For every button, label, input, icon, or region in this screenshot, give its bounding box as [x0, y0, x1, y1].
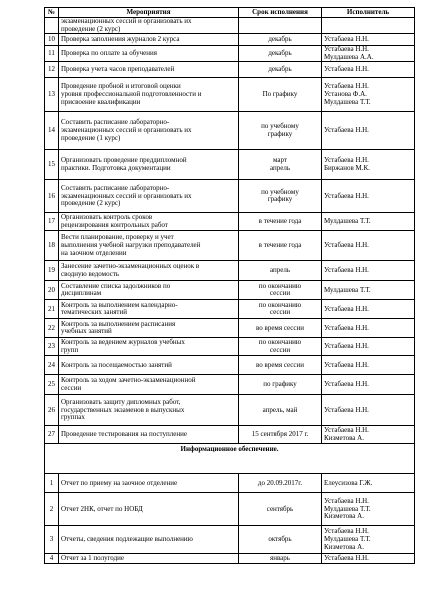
event-cell — [59, 356, 239, 375]
executor-cell-line: Мулдашева Т.Т. — [324, 535, 371, 544]
event-cell-line: Проведение тестирования на поступление — [61, 430, 187, 439]
term-cell — [239, 46, 322, 62]
term-cell-line: сессии — [269, 345, 291, 354]
event-cell — [59, 261, 239, 281]
executor-cell-line: Устабаева Н.Н. — [324, 426, 369, 435]
executor-cell — [322, 150, 415, 180]
executor-cell — [322, 395, 415, 426]
executor-cell-line: Устабаева Н.Н. — [324, 82, 369, 91]
term-cell — [239, 180, 322, 213]
term-cell — [239, 356, 322, 375]
term-cell — [239, 62, 322, 78]
row-number: 23 — [45, 338, 59, 356]
event-cell — [59, 180, 239, 213]
executor-cell-line: Устабаева Н.Н. — [324, 405, 369, 414]
term-cell — [239, 281, 322, 300]
executor-cell-line: Устабаева Н.Н. — [324, 304, 369, 313]
executor-cell-line: Устабаева Н.Н. — [324, 65, 369, 74]
term-cell-line: апрель — [269, 266, 291, 275]
term-cell-line: по окончанию — [258, 300, 302, 309]
executor-cell-line: Устабаева Н.Н. — [324, 156, 369, 165]
event-cell-line: Вести планирование, проверку и учет — [61, 233, 174, 242]
executor-cell-line: Устабаева Н.Н. — [324, 241, 369, 250]
executor-cell-line: Кизметова А. — [324, 542, 364, 551]
table-row — [45, 213, 415, 231]
term-cell-line: по учебному — [261, 122, 299, 131]
executor-cell — [322, 493, 415, 526]
executor-cell-line: Устабаева Н.Н. — [324, 323, 369, 332]
executor-cell — [322, 319, 415, 338]
row-number: 20 — [45, 281, 59, 300]
table-row — [45, 180, 415, 213]
row-number: 16 — [45, 180, 59, 213]
term-cell — [239, 34, 322, 46]
executor-cell-line: Устабаева Н.Н. — [324, 342, 369, 351]
event-cell — [59, 112, 239, 150]
event-cell-line: Контроль за ходом зачетно-экзаменационной — [61, 376, 196, 385]
executor-cell-line: Устабаева Н.Н. — [324, 380, 369, 389]
executor-cell — [322, 46, 415, 62]
term-cell — [239, 319, 322, 338]
row-number: 14 — [45, 112, 59, 150]
row-number: 13 — [45, 78, 59, 112]
term-cell-line: сессии — [269, 308, 291, 317]
table-row — [45, 300, 415, 319]
row-number: 2 — [45, 493, 59, 526]
executor-cell — [322, 554, 415, 564]
term-cell — [239, 150, 322, 180]
executor-cell — [322, 356, 415, 375]
term-cell-line: сентябрь — [266, 504, 294, 513]
executor-cell — [322, 180, 415, 213]
table-row — [45, 261, 415, 281]
event-cell-line: Контроль за ведением журналов учебных — [61, 338, 185, 347]
event-cell-line: Составить расписание лабораторно- — [61, 118, 170, 127]
event-cell — [59, 62, 239, 78]
executor-cell — [322, 78, 415, 112]
event-cell-line: сводную ведомость — [61, 269, 120, 278]
plan-table — [44, 7, 415, 564]
term-cell — [239, 474, 322, 493]
row-number: 15 — [45, 150, 59, 180]
term-cell — [239, 78, 322, 112]
term-cell — [239, 112, 322, 150]
term-cell-line: март — [273, 156, 287, 165]
section-title: Информационное обеспечение. — [45, 444, 415, 474]
term-cell — [239, 526, 322, 554]
executor-cell-line: Устабаева Н.Н. — [324, 34, 369, 43]
event-cell — [59, 493, 239, 526]
executor-cell-line: Мулдашева Т.Т. — [324, 504, 371, 513]
event-cell — [59, 300, 239, 319]
event-cell-line: Контроль за выполнением расписания — [61, 319, 176, 328]
term-cell-line: декабрь — [268, 34, 292, 43]
term-cell-line: По графику — [262, 90, 298, 99]
executor-cell — [322, 231, 415, 261]
event-cell-line: дисциплинам — [61, 289, 102, 298]
event-cell-line: Контроль за посещаемостью занятий — [61, 360, 172, 369]
term-cell — [239, 213, 322, 231]
term-cell-line: по окончанию — [258, 338, 302, 347]
event-cell-line: рецензирования контрольных работ — [61, 220, 168, 229]
term-cell-line: апрель, май — [262, 405, 298, 414]
event-cell — [59, 375, 239, 395]
term-cell-line: в течение года — [258, 217, 302, 226]
event-cell-line: Организовать защиту дипломных работ, — [61, 397, 181, 406]
row-number: 12 — [45, 62, 59, 78]
term-cell — [239, 493, 322, 526]
event-cell — [59, 150, 239, 180]
row-number: 4 — [45, 554, 59, 564]
row-number: 26 — [45, 395, 59, 426]
event-cell-line: проведение (1 курс) — [61, 133, 121, 142]
row-number: 10 — [45, 34, 59, 46]
event-cell-line: Отчет 2НК, отчет по НОБД — [61, 504, 143, 513]
term-cell — [239, 18, 322, 34]
event-cell-line: Проверка заполнения журналов 2 курса — [61, 34, 180, 43]
event-cell-line: Проведение пробной и итоговой оценки — [61, 82, 181, 91]
section-header-row — [45, 444, 415, 474]
row-number: 3 — [45, 526, 59, 554]
executor-cell — [322, 62, 415, 78]
header-term: Срок исполнения — [239, 8, 322, 18]
event-cell — [59, 78, 239, 112]
term-cell — [239, 231, 322, 261]
executor-cell — [322, 281, 415, 300]
event-cell-line: Контроль за выполнением календарно- — [61, 300, 178, 309]
event-cell-line: Отчет по приему на заочное отделение — [61, 478, 178, 487]
event-cell-line: тематических занятий — [61, 308, 127, 317]
executor-cell-line: Устабаева Н.Н. — [324, 360, 369, 369]
table-row — [45, 112, 415, 150]
header-executor: Исполнитель — [322, 8, 415, 18]
row-number: 27 — [45, 426, 59, 444]
event-cell-line: Занесение зачетно-экзаменационных оценок в — [61, 262, 200, 271]
event-cell-line: присвоение квалификации — [61, 97, 141, 106]
row-number: 19 — [45, 261, 59, 281]
term-cell — [239, 261, 322, 281]
term-cell-line: декабрь — [268, 65, 292, 74]
event-cell-line: сессии — [61, 383, 82, 392]
event-cell — [59, 319, 239, 338]
term-cell-line: сессии — [269, 289, 291, 298]
event-cell-line: группах — [61, 413, 85, 422]
table-row — [45, 395, 415, 426]
executor-cell-line: Установа Ф.А. — [324, 90, 367, 99]
term-cell — [239, 375, 322, 395]
executor-cell-line: Кизметова А. — [324, 512, 364, 521]
event-cell — [59, 426, 239, 444]
executor-cell — [322, 426, 415, 444]
event-cell — [59, 213, 239, 231]
term-cell-line: во время сессии — [256, 360, 304, 369]
executor-cell-line: Устабаева Н.Н. — [324, 496, 369, 505]
event-cell-line: государственных экзаменов в выпускных — [61, 405, 185, 414]
executor-cell — [322, 18, 415, 34]
event-cell-line: Составление списка задолжников по — [61, 281, 171, 290]
row-number: 18 — [45, 231, 59, 261]
table-body — [45, 18, 415, 564]
executor-cell-line: Устабаева Н.Н. — [324, 266, 369, 275]
table-row — [45, 474, 415, 493]
event-cell-line: экзаменационных сессий и организовать их — [61, 191, 192, 200]
event-cell-line: групп — [61, 345, 79, 354]
executor-cell-line: Елеусизова Г.Ж. — [324, 478, 373, 487]
term-cell-line: во время сессии — [256, 323, 304, 332]
table-row — [45, 281, 415, 300]
table-row — [45, 319, 415, 338]
event-cell-line: Отчеты, сведения подлежащие выполнению — [61, 535, 193, 544]
table-row — [45, 62, 415, 78]
row-number: 21 — [45, 300, 59, 319]
event-cell — [59, 395, 239, 426]
event-cell — [59, 231, 239, 261]
term-cell — [239, 300, 322, 319]
executor-cell-line: Устабаева Н.Н. — [324, 45, 369, 54]
executor-cell-line: Кизметова А. — [324, 433, 364, 442]
event-cell-line: уровня профессиональной подготовленности и — [61, 90, 202, 99]
table-header-row — [45, 8, 415, 18]
event-cell-line: учебных занятий — [61, 327, 112, 336]
executor-cell — [322, 338, 415, 356]
table-row — [45, 375, 415, 395]
event-cell — [59, 526, 239, 554]
table-row — [45, 78, 415, 112]
executor-cell — [322, 375, 415, 395]
executor-cell-line: Устабаева Н.Н. — [324, 191, 369, 200]
term-cell-line: графику — [267, 195, 293, 204]
row-number: 17 — [45, 213, 59, 231]
executor-cell — [322, 34, 415, 46]
event-cell-line: выполнения учебной нагрузки преподавателей — [61, 241, 201, 250]
term-cell — [239, 426, 322, 444]
term-cell-line: апрель — [269, 163, 291, 172]
executor-cell-line: Мулдашева Т.Т. — [324, 217, 371, 226]
row-number: 1 — [45, 474, 59, 493]
table-row — [45, 231, 415, 261]
executor-cell-line: Устабаева Н.Н. — [324, 554, 369, 563]
table-row — [45, 150, 415, 180]
event-cell-line: Организовать проведение преддипломной — [61, 156, 187, 165]
event-cell — [59, 281, 239, 300]
event-cell — [59, 474, 239, 493]
executor-cell-line: Устабаева Н.Н. — [324, 527, 369, 536]
term-cell — [239, 395, 322, 426]
executor-cell — [322, 300, 415, 319]
row-number: 24 — [45, 356, 59, 375]
event-cell-line: Проверка по оплате за обучения — [61, 48, 157, 57]
executor-cell — [322, 526, 415, 554]
term-cell — [239, 554, 322, 564]
event-cell — [59, 18, 239, 34]
term-cell-line: октябрь — [268, 535, 292, 544]
row-number: 25 — [45, 375, 59, 395]
term-cell — [239, 338, 322, 356]
row-number: 11 — [45, 46, 59, 62]
event-cell-line: Организовать контроль сроков — [61, 213, 153, 222]
event-cell-line: экзаменационных сессий и организовать их — [61, 126, 192, 135]
event-cell-line: проведение (2 курс) — [61, 24, 121, 33]
executor-cell — [322, 261, 415, 281]
term-cell-line: по учебному — [261, 187, 299, 196]
executor-cell-line: Биржанов М.К. — [324, 163, 370, 172]
term-cell-line: до 20.09.2017г. — [257, 478, 303, 487]
table-row — [45, 338, 415, 356]
executor-cell-line: Устабаева Н.Н. — [324, 126, 369, 135]
header-num: № — [45, 8, 59, 18]
table-row — [45, 18, 415, 34]
term-cell-line: декабрь — [268, 48, 292, 57]
event-cell — [59, 34, 239, 46]
row-number: 22 — [45, 319, 59, 338]
event-cell-line: экзаменационных сессий и организовать их — [61, 17, 192, 25]
event-cell — [59, 554, 239, 564]
term-cell-line: 15 сентября 2017 г. — [251, 430, 309, 439]
term-cell-line: по графику — [263, 380, 297, 389]
event-cell-line: на заочном отделении — [61, 248, 127, 257]
executor-cell-line: Мулдашева Т.Т. — [324, 285, 371, 294]
executor-cell-line: Мулдашева А.А. — [324, 52, 374, 61]
executor-cell-line: Мулдашева Т.Т. — [324, 97, 371, 106]
table-row — [45, 356, 415, 375]
row-number — [45, 18, 59, 34]
table-row — [45, 426, 415, 444]
table-row — [45, 34, 415, 46]
event-cell-line: Отчет за 1 полугодие — [61, 554, 124, 563]
table-row — [45, 526, 415, 554]
event-cell-line: практики. Подготовка документации — [61, 163, 171, 172]
executor-cell — [322, 474, 415, 493]
event-cell — [59, 338, 239, 356]
executor-cell — [322, 112, 415, 150]
event-cell-line: Составить расписание лабораторно- — [61, 183, 170, 192]
event-cell-line: Проверка учета часов преподавателей — [61, 65, 175, 74]
event-cell — [59, 46, 239, 62]
table-row — [45, 554, 415, 564]
table-row — [45, 46, 415, 62]
table-row — [45, 493, 415, 526]
event-cell-line: проведение (2 курс) — [61, 199, 121, 208]
header-event: Мероприятия — [59, 8, 239, 18]
term-cell-line: в течение года — [258, 241, 302, 250]
term-cell-line: по окончанию — [258, 281, 302, 290]
term-cell-line: графику — [267, 129, 293, 138]
term-cell-line: январь — [270, 554, 290, 563]
executor-cell — [322, 213, 415, 231]
